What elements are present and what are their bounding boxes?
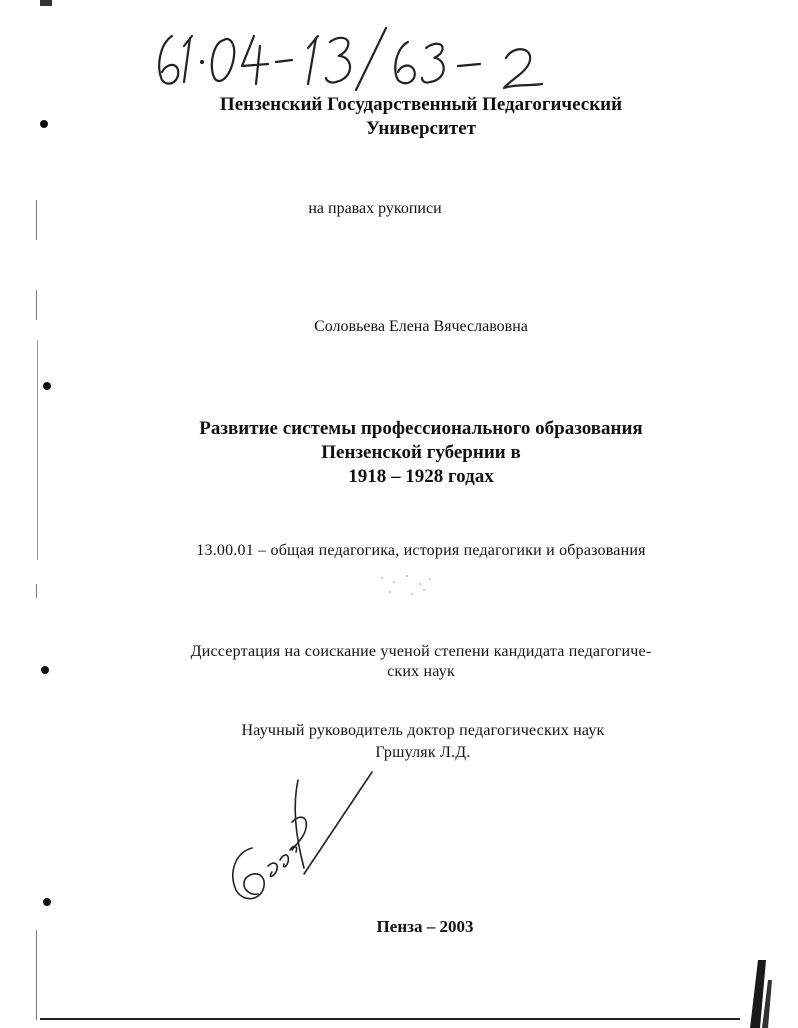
author-name: Соловьева Елена Вячеславовна	[314, 318, 528, 335]
degree-line-1: Диссертация на соискание ученой степени кандидата педагогиче-	[190, 643, 652, 660]
specialty-code: 13.00.01 – общая педагогика, история педагогики и образования	[196, 542, 646, 559]
scan-edge-top	[40, 0, 52, 6]
scan-edge-corner	[740, 960, 780, 1028]
university-line-2: Университет	[365, 118, 477, 139]
binding-hole-2	[43, 382, 51, 390]
title-line-1: Развитие системы профессионального образования	[199, 418, 643, 439]
binding-hole-3	[41, 666, 49, 674]
manuscript-note: на правах рукописи	[308, 200, 442, 217]
city-year: Пенза – 2003	[376, 917, 474, 936]
title-line-3: 1918 – 1928 годах	[348, 466, 494, 487]
university-name	[22, 93, 798, 141]
handwritten-signature	[222, 768, 392, 918]
university-line-1: Пензенский Государственный Педагогический	[219, 94, 623, 115]
scientific-supervisor	[24, 720, 798, 764]
supervisor-line-2: Гршуляк Л.Д.	[375, 744, 471, 761]
degree-line-2: ских наук	[387, 663, 455, 680]
faint-stamp-smudge	[372, 570, 442, 600]
binding-hole-1	[40, 120, 48, 128]
margin-line-1	[36, 200, 37, 240]
dissertation-degree	[22, 642, 798, 682]
margin-line-2	[36, 290, 37, 320]
dissertation-title	[22, 417, 798, 489]
title-line-2: Пензенской губернии в	[321, 442, 521, 463]
margin-line-5	[36, 930, 37, 1020]
supervisor-line-1: Научный руководитель доктор педагогических наук	[241, 722, 605, 739]
scan-edge-bottom	[40, 1018, 740, 1020]
margin-line-3	[37, 340, 38, 560]
handwritten-archive-code	[150, 22, 570, 92]
binding-hole-4	[43, 898, 51, 906]
margin-line-4	[36, 584, 37, 598]
